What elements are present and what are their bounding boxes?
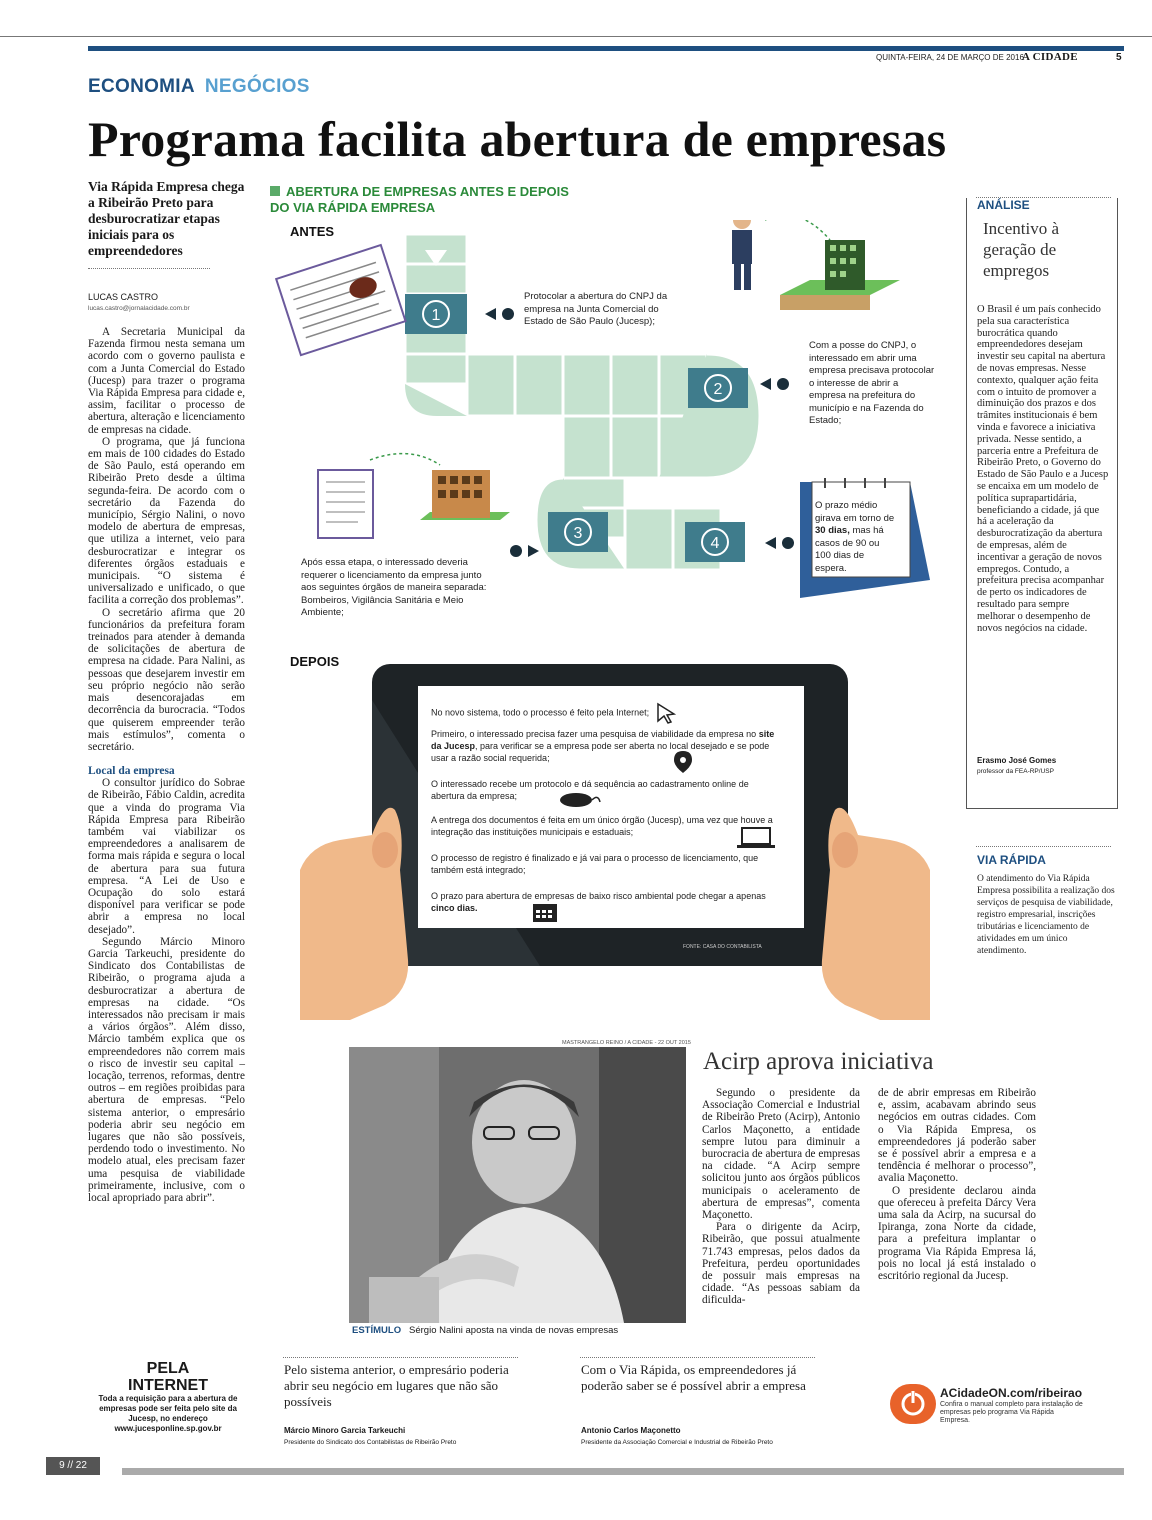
via-rapida-label: VIA RÁPIDA [977,853,1046,867]
power-icon[interactable] [890,1384,936,1424]
tablet-step [431,890,791,914]
caption-text: Sérgio Nalini aposta na vinda de novas empresas [409,1325,619,1336]
online-text: Confira o manual completo para instalação de empresas pelo programa Via Rápida Empresa. [940,1401,1083,1424]
quote-2: Com o Via Rápida, os empreendedores já poderão saber se é possível abrir a empresa [581,1362,806,1393]
step-3-marker [548,512,608,552]
pela-title-1: PELA [146,1360,190,1377]
sidebar-text: O Brasil é um país conhecido pela sua característica burocrática quando empreendedores desejam investir seu capital na abertura de novas empresas. Nesse contexto, qualquer ação feita com o intuito de promover a diminuição dos prazos e dos trâmites institucionais é bem vinda e favorece a iniciativa privada. Nesse sentido, a parceria entre a Prefeitura de Ribeirão Preto, o Governo do Estado de São Paulo e a Jucesp se encaixa em um modelo de política suprapartidária, beneficiando a cidade, já que há a aceleração da desburocratização da abertura de empresas, além de incentivar a geração de novos empregos. Contudo, a prefeitura precisa acompanhar de perto os indicadores de resultado para sempre melhorar o desempenho de novos negócios na cidade. [977,304,1109,634]
dashed-arrow-2 [370,454,440,465]
tablet-step-link: site da Jucesp [431,729,775,751]
sidebar-author: Erasmo José Gomes [977,756,1057,765]
tablet-step-text: , para verificar se a empresa pode ser aberta no local desejado e se pode usar a razão social requerida; [431,741,770,763]
paragraph: O consultor jurídico do Sobrae de Ribeirão, Fábio Caldin, acredita que a vinda do programa Via Rápida Empresa para Ribeirão também vai viabilizar os empreendedores a analisarem de forma mais rápida e segura o local de abertura para sua futura empresa. “A Lei de Uso e Ocupação do solo estará disponível para verificar se pode abrir a empresa no local desejado”. [88,777,245,936]
sidebar-author-role: professor da FEA-RP/USP [977,768,1054,775]
via-rapida-text: O atendimento do Via Rápida Empresa possibilita a realização dos serviços de pesquisa de viabilidade, registro empresarial, inscrições tributárias e licenciamento de atividades em um único atendimento. [977,874,1115,956]
section-label [88,76,310,98]
tablet-step-bold: cinco dias. [431,903,478,913]
quote-2-author: Antonio Carlos Maçonetto [581,1426,681,1435]
pela-internet-box [98,1360,238,1434]
tablet-step [431,702,801,724]
portrait-illustration [349,1047,686,1323]
paragraph: Para o dirigente da Acirp, Ribeirão, que possui atualmente 71.743 empresas, pelos dados da Prefeitura, perdeu oportunidades de possuir mais empresas na cidade. “As pessoas sabiam da dificulda- [702,1221,860,1307]
step-2-text: Com a posse do CNPJ, o interessado em abrir uma empresa precisava protocolar o interesse de abrir a empresa na prefeitura do município e na Fazenda do Estado; [809,340,935,426]
businessman-icon [732,220,752,290]
quote2-rule [580,1357,815,1358]
quote-2-role: Presidente da Associação Comercial e Industrial de Ribeirão Preto [581,1439,773,1446]
sidebar-label: ANÁLISE [977,198,1030,212]
quote1-rule [283,1357,518,1358]
photo-caption [352,1325,618,1336]
building-icon-2 [420,470,510,520]
deck-divider [88,268,210,269]
article2-title: Acirp aprova iniciativa [703,1048,934,1075]
page-number: 5 [1116,52,1122,63]
header-bar [88,46,1124,51]
step-4-text-b: 30 dias, [815,525,850,536]
top-rule [0,36,1152,37]
title-marker [270,186,280,196]
graphic-title [270,184,569,216]
sidebar-heading: Incentivo à geração de empregos [983,219,1059,280]
step-1-text: Protocolar a abertura do CNPJ da empresa na Junta Comercial do Estado de São Paulo (Jucesp); [524,291,668,327]
laptop-icon [736,826,776,850]
before-label: ANTES [290,224,335,239]
svg-text:2: 2 [713,381,723,398]
paragraph: Segundo Márcio Minoro Garcia Tarkeuchi, presidente do Sindicato dos Contabilistas de Ribeirão, o programa ajuda a desburocratizar a abertura de empresas na cidade. “Os interessados não precisam ir mais a vários órgãos”. Além disso, Márcio também explica que os empreendedores não correm mais o risco de investir seu capital – locação, terrenos, reformas, dentre outros – em regiões proibidas para abertura de empresas. “Pelo sistema anterior, o empresário poderia abrir seu negócio em lugares que não são possíveis, perdendo todo o investimento. No modelo atual, eles precisam fazer uma pesquisa de viabilidade primeiramente, inclusive, com o local apropriado para abrir”. [88,935,245,1205]
tablet-step [431,728,776,764]
document-icon-2 [318,470,373,538]
via-rapida-rule [976,846,1111,847]
mouse-icon [558,790,602,810]
svg-text:3: 3 [573,525,583,542]
quote-1-author: Márcio Minoro Garcia Tarkeuchi [284,1426,406,1435]
step-4-text-a: O prazo médio girava em torno de [815,500,895,524]
step-4-marker [685,522,745,562]
cursor-icon [655,702,677,724]
left-hand-icon [300,808,408,1020]
paragraph: O programa, que já funciona em mais de 100 cidades do Estado de São Paulo, está operando em Ribeirão Preto desde a última segunda-feira. De acordo com o secretário da Fazenda do município, Sérgio Nalini, o novo modelo de abertura de empresas, que utiliza a internet, veio para desburocratizar e integrar os diferentes órgãos estaduais e municipais. “O sistema é universalizado e unificado, o que facilita a correção dos problemas”. [88,435,245,607]
subsection-name: NEGÓCIOS [204,76,310,97]
article2-col2 [878,1087,1036,1282]
tablet-step-text: No novo sistema, todo o processo é feito pela Internet; [431,707,650,718]
graphic-title-line2: DO VIA RÁPIDA EMPRESA [270,200,436,215]
step-4-text [815,500,897,575]
byline-email: lucas.castro@jornalacidade.com.br [88,305,190,312]
byline: LUCAS CASTRO [88,292,159,302]
after-label: DEPOIS [290,654,340,669]
subhead: Local da empresa [88,765,175,778]
header-date: QUINTA-FEIRA, 24 DE MARÇO DE 2016 [876,53,1024,62]
step-4-text-c: mas há casos de 90 ou 100 dias de espera. [815,525,884,574]
tablet-screen [418,686,804,928]
pela-text: Toda a requisição para a abertura de empresas pode ser feita pelo site da Jucesp, no endereço www.jucesponline.sp.gov.br [98,1394,238,1433]
pela-title-2: INTERNET [128,1377,208,1394]
tablet-step: O interessado recebe um protocolo e dá sequência ao cadastramento online de abertura da empresa; [431,779,749,801]
headline: Programa facilita abertura de empresas [88,111,947,167]
deck: Via Rápida Empresa chega a Ribeirão Preto para desburocratizar etapas iniciais para os empreendedores [88,179,245,258]
document-stamp-icon [276,245,405,355]
tablet-step: A entrega dos documentos é feita em um único órgão (Jucesp), uma vez que houve a integração das instituições municipais e estaduais; [431,815,773,837]
section-name: ECONOMIA [88,76,195,97]
location-pin-icon [673,750,693,774]
caption-label: ESTÍMULO [352,1325,402,1336]
svg-text:1: 1 [431,307,441,324]
paragraph: O presidente declarou ainda que ofereceu à prefeita Dárcy Vera uma sala da Acirp, na sucursal do Ipiranga, zona Norte da cidade, para a prefeitura implantar o programa Via Rápida Empresa lá, pois no local já está instalado o escritório regional da Jucesp. [878,1184,1036,1283]
online-link[interactable]: ACidadeON.com/ribeirao [940,1386,1083,1400]
dashed-arrow-1 [765,220,830,240]
svg-text:4: 4 [710,535,720,552]
scroll-progress-bar[interactable] [122,1468,1124,1475]
right-hand-icon [822,808,930,1020]
paper-name: A CIDADE [1022,51,1078,63]
article2-col1 [702,1087,860,1307]
photo-credit: MASTRANGELO REINO / A CIDADE - 22 OUT 2015 [562,1040,691,1046]
tablet-step: O processo de registro é finalizado e já vai para o processo de licenciamento, que também está integrado; [431,853,759,875]
paragraph: Segundo o presidente da Associação Comercial e Industrial de Ribeirão Preto (Acirp), Antonio Carlos Maçonetto, a entidade sempre lutou para diminuir a burocracia de abertura de empresas na cidade. “A Acirp sempre solicitou junto aos órgãos públicos municipais o aceleramento de abertura de empresas”, comenta Maçonetto. [702,1087,860,1222]
tablet-step-text: Primeiro, o interessado precisa fazer uma pesquisa de viabilidade da empresa no [431,729,757,739]
paragraph: O secretário afirma que 20 funcionários da prefeitura foram treinados para atender à demanda de solicitações de abertura de empresa na cidade. Para Nalini, as pessoas que desejarem investir em seu próprio negócio não serão mais desencorajadas em decorrência da burocracia. “Todos que quiserem empreender terão mais estímulos”, comenta o secretário. [88,606,245,753]
paragraph: A Secretaria Municipal da Fazenda firmou nesta semana um acordo com o governo paulista e com a Junta Comercial do Estado (Jucesp) para trazer o programa Via Rápida Empresa para cidade e, assim, facilitar o processo de abertura, alteração e licenciamento de empresas na cidade. [88,326,245,436]
photo-sergio-nalini [349,1047,686,1323]
step-3-text: Após essa etapa, o interessado deveria requerer o licenciamento da empresa junto aos seguintes órgãos de maneira separada: Bombeiros, Vigilância Sanitária e Meio Ambiente; [301,557,487,618]
graphic-title-line1: ABERTURA DE EMPRESAS ANTES E DEPOIS [286,184,569,199]
calendar-small-icon [532,900,558,924]
quote-1: Pelo sistema anterior, o empresário poderia abrir seu negócio em lugares que não são possíveis [284,1362,509,1409]
step-1-marker [405,294,467,334]
graphic-source: FONTE: CASA DO CONTABILISTA [683,944,762,950]
tablet-step-text: O prazo para abertura de empresas de baixo risco ambiental pode chegar a apenas [431,891,766,901]
quote-1-role: Presidente do Sindicato dos Contabilistas de Ribeirão Preto [284,1439,457,1446]
step-2-marker [688,368,748,408]
article-body [88,326,245,1204]
page-indicator: 9 // 22 [46,1457,100,1475]
paragraph: de de abrir empresas em Ribeirão e, assim, acabavam abrindo seus negócios em outras cidades. Com o Via Rápida Empresa, os empreendedores já poderão saber se é possível abrir a empresa e a tendência é melhorar o processo”, avalia Maçonetto. [878,1087,1036,1185]
building-icon-1 [780,240,900,310]
